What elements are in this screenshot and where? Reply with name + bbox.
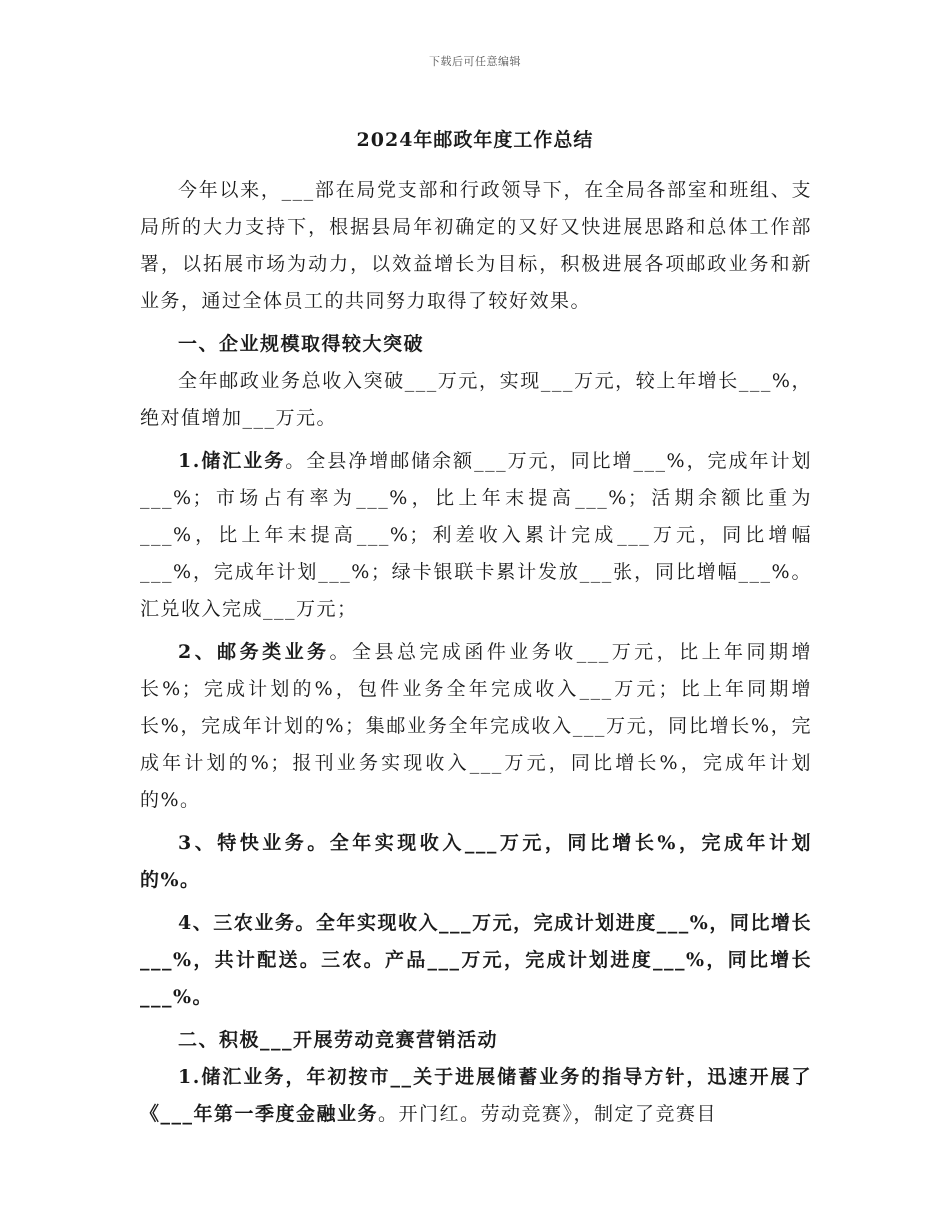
section-heading-2: 二、积极___开展劳动竞赛营销活动 <box>178 1029 499 1051</box>
paragraph-competition <box>140 1059 812 1133</box>
savings-lead: 1.储汇业务 <box>178 450 286 472</box>
savings-text: 。全县净增邮储余额___万元，同比增___%，完成年计划___%；市场占有率为___%，比上年末提高___%；活期余额比重为___%，比上年末提高___%；利差收入累计完成___万元，同比增幅___%，完成年计划___%；绿卡银联卡累计发放___张，同比增幅___%。汇兑收入完成___万元； <box>140 450 812 620</box>
paragraph-savings <box>140 443 812 628</box>
intro-paragraph: 今年以来，___部在局党支部和行政领导下，在全局各部室和班组、支局所的大力支持下，根据县局年初确定的又好又快进展思路和总体工作部署，以拓展市场为动力，以效益增长为目标，积极进展各项邮政业务和新业务，通过全体员工的共同努力取得了较好效果。 <box>140 179 812 312</box>
document-title: 2024年邮政年度工作总结 <box>356 129 594 151</box>
competition-lead: 1.储汇业务，年初按市__关于进展储蓄业务的指导方针，迅速开展了《___年第一季度金融业务 <box>140 1066 812 1125</box>
paragraph-rural: 4、三农业务。全年实现收入___万元，完成计划进度___%，同比增长___%，共计配送。三农。产品___万元，完成计划进度___%，同比增长___%。 <box>140 912 812 1008</box>
document-body <box>140 172 812 1133</box>
paragraph-total-income: 全年邮政业务总收入突破___万元，实现___万元，较上年增长___%，绝对值增加___万元。 <box>140 370 812 429</box>
postal-text: 。全县总完成函件业务收___万元，比上年同期增长%；完成计划的%，包件业务全年完成收入___万元；比上年同期增长%，完成年计划的%；集邮业务全年完成收入___万元，同比增长%，完成年计划的%；报刊业务实现收入___万元，同比增长%，完成年计划的%。 <box>140 641 812 811</box>
paragraph-postal <box>140 634 812 819</box>
competition-text: 。开门红。劳动竞赛》，制定了竞赛目 <box>378 1103 718 1125</box>
header-note: 下载后可任意编辑 <box>429 55 521 68</box>
section-heading-1: 一、企业规模取得较大突破 <box>178 333 425 355</box>
postal-lead: 2、邮务类业务 <box>178 641 330 663</box>
paragraph-express: 3、特快业务。全年实现收入___万元，同比增长%，完成年计划的%。 <box>140 832 812 891</box>
